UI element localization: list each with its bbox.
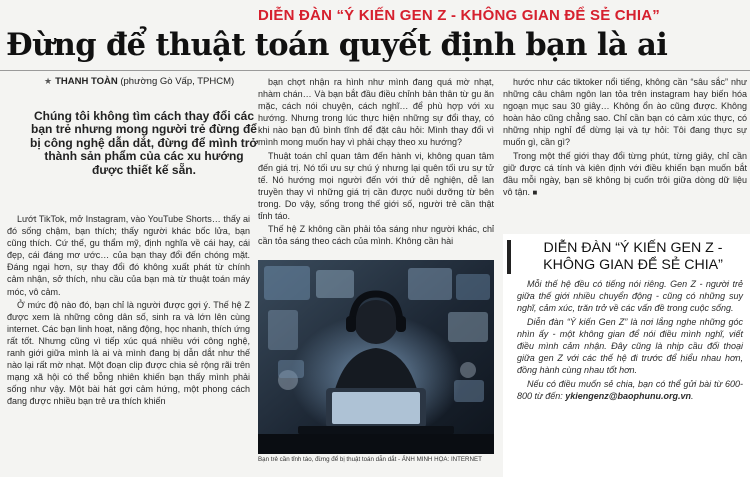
column-2 — [258, 76, 494, 248]
author-location: (phường Gò Vấp, TPHCM) — [120, 76, 235, 87]
sapo: Chúng tôi không tìm cách thay đổi các bạn trẻ nhưng mong người trẻ đừng để bị công nghệ dẫn dắt, đừng để mình trở thành sản phẩm của các xu hướng được thiết kế sẵn. — [30, 109, 258, 177]
header-divider — [0, 70, 750, 71]
box-paragraph: Diễn đàn “Ý kiến Gen Z” là nơi lắng nghe những góc nhìn ấy - một không gian để nói điều mình nghĩ, viết điều mình cảm nhận. Đây cũng là nhịp cầu đối thoại giữa gen Z với các thế hệ đi trước để hiểu nhau hơn, đồng hành cùng nhau tốt hơn. — [517, 316, 743, 376]
star-icon: ★ — [44, 76, 53, 86]
paragraph: Thuật toán chỉ quan tâm đến hành vi, không quan tâm đến giá trị. Nó tối ưu sự chú ý nhưng lại quên tối ưu sự tử tế. Nó hướng mọi người đến với thứ dễ nghiện, dễ lan truyền thay vì những giá trị cần được nuôi dưỡng từ bên trong. Do vậy, sống trong thế giới số, người trẻ cần thật tỉnh táo. — [258, 150, 494, 222]
box-paragraph-end: . — [691, 390, 694, 401]
end-mark: ■ — [532, 187, 538, 197]
paragraph-text: Trong một thế giới thay đổi từng phút, từng giây, chỉ cần giữ được cá tính và kiên định với điều khiến bạn muốn bắt đầu mỗi ngày, bạn sẽ không bị cuốn trôi giữa dòng dữ liệu vô tận. — [503, 150, 747, 197]
column-1 — [7, 213, 250, 409]
paragraph: bạn chợt nhận ra hình như mình đang quá mờ nhạt, nhàm chán… Và bạn bắt đầu điều chỉnh bản thân từ gu ăn mặc, cách nói chuyện, cách nghĩ… để phù hợp với xu hướng. Nhưng trong lúc thực hiện những sự đổi thay, có khi nào bạn đủ bình tĩnh để đặt câu hỏi: Mình thay đổi vì mình mong muốn hay vì phải chạy theo xu hướng? — [258, 77, 494, 148]
box-paragraph-text: Nếu có điều muốn sẻ chia, bạn có thể gửi bài từ 600-800 từ đến: — [517, 378, 743, 401]
paragraph: Thế hệ Z không cần phải tỏa sáng như người khác, chỉ cần tỏa sáng theo cách của mình. Không cần hài — [258, 224, 494, 247]
column-3 — [503, 76, 747, 200]
photo-artwork — [258, 260, 494, 454]
box-body — [517, 278, 743, 403]
paragraph: Lướt TikTok, mở Instagram, vào YouTube Shorts… thấy ai đó sống chậm, bạn thích; thấy người khác bốc lửa, bạn cũng thích. Cứ thế, gu thẩm mỹ, định nghĩa về cái hay, cái đẹp, cái đáng mơ ước… của bạn thay đổi đến chóng mặt. Đáng ngại hơn, sự thay đổi đó không xuất phát từ chính cảm nhận, sở thích, nhu cầu của bạn mà từ thuật toán máy móc, vô cảm. — [7, 214, 250, 297]
forum-info-box — [503, 234, 750, 477]
box-paragraph — [517, 378, 743, 402]
illustration-photo — [258, 260, 494, 454]
photo-caption: Bạn trẻ cần tỉnh táo, đừng để bị thuật toán dẫn dắt - ẢNH MINH HỌA: INTERNET — [258, 456, 482, 463]
author-name: THANH TOÀN — [55, 76, 118, 87]
paragraph: Ở mức độ nào đó, bạn chỉ là người được gợi ý. Thế hệ Z được xem là những công dân số, sinh ra và lớn lên cùng internet. Các bạn linh hoạt, năng động, học nhanh, thích ứng rất tốt. Nhưng cũng vì tiếp xúc quá nhiều với công nghệ, ranh giới giữa mình là ai và mình đang bị dẫn dắt như thế nào lại rất mờ nhạt. Một đoạn clip được chia sẻ rộng rãi trên mạng xã hội có thể bỗng nhiên khiến bạn thấy mình phải sống như vậy. Một bài hát gợi cảm hứng, một phong cách đang được nhiều bạn trẻ ưa thích khiến — [7, 299, 250, 407]
email-link[interactable]: ykiengenz@baophunu.org.vn — [565, 390, 692, 401]
box-title: DIỄN ĐÀN “Ý KIẾN GEN Z - KHÔNG GIAN ĐỂ SẺ CHIA” — [507, 240, 745, 274]
byline — [44, 76, 234, 87]
paragraph: hước như các tiktoker nổi tiếng, không cần “sâu sắc” như những câu châm ngôn lan tỏa trên instagram hay biến hóa ngoạn mục sau 30 giây… Không ổn ào cũng được. Không hoàn hảo cũng chẳng sao. Chỉ cần bạn có cảm xúc thực, có những nhịp nghỉ để dừng lại và tự hỏi: Tôi đang thực sự muốn gì, cần gì? — [503, 77, 747, 148]
kicker: DIỄN ĐÀN “Ý KIẾN GEN Z - KHÔNG GIAN ĐỂ SẺ CHIA” — [258, 7, 660, 24]
box-paragraph: Mỗi thế hệ đều có tiếng nói riêng. Gen Z - người trẻ giữa thế giới nhiều chuyển động - cũng có những suy nghĩ, cảm xúc, trăn trở về các vấn đề trong cuộc sống. — [517, 279, 743, 314]
paragraph — [503, 150, 747, 199]
headline: Đừng để thuật toán quyết định bạn là ai — [6, 27, 668, 63]
